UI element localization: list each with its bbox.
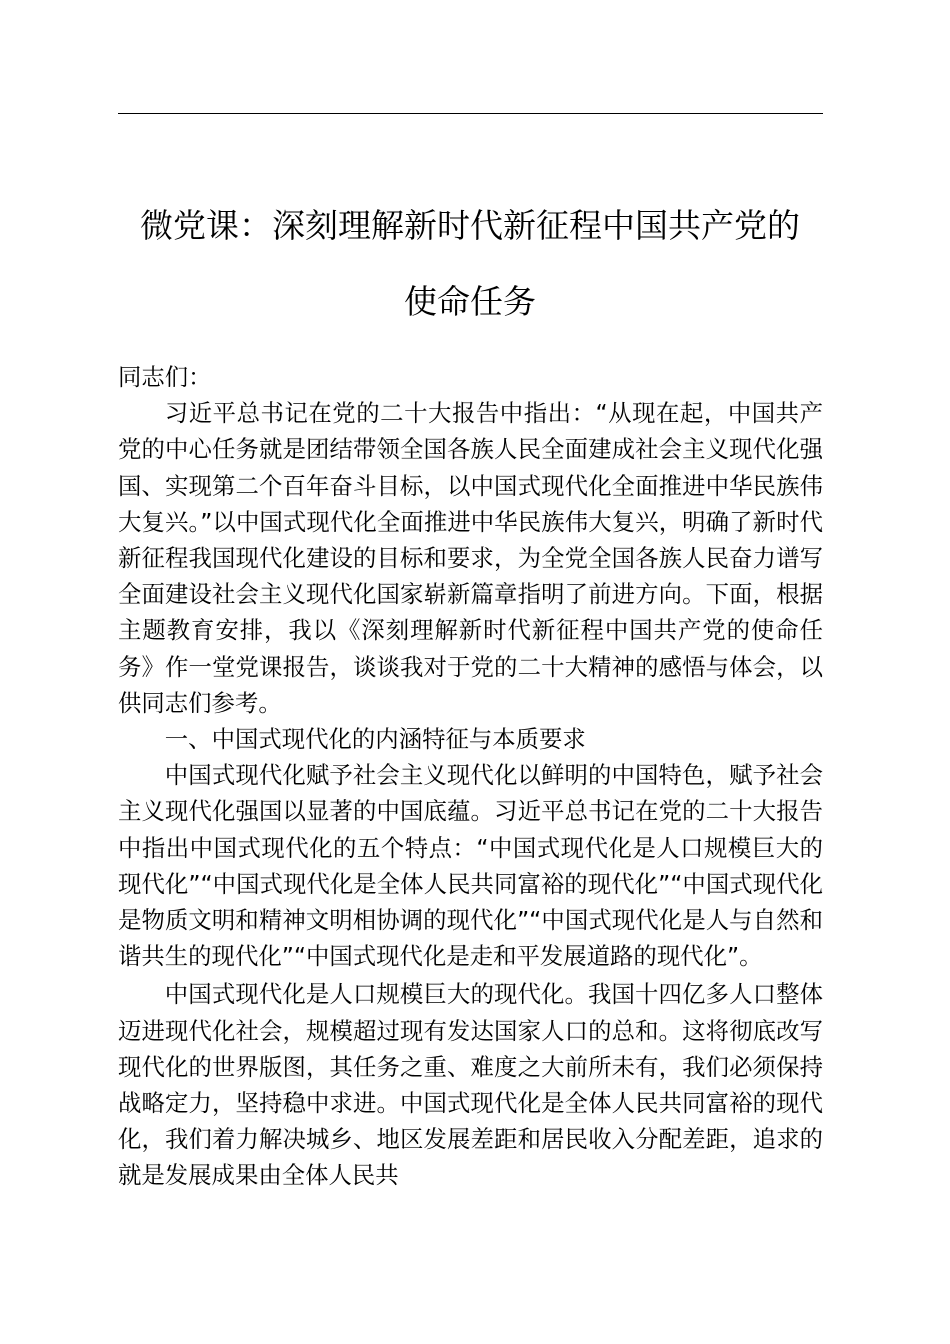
paragraph-population: 中国式现代化是人口规模巨大的现代化。我国十四亿多人口整体迈进现代化社会，规模超过现有发达国家人口的总和。这将彻底改写现代化的世界版图，其任务之重、难度之大前所未有，我们必须保持战略定力，坚持稳中求进。中国式现代化是全体人民共同富裕的现代化，我们着力解决城乡、地区发展差距和居民收入分配差距，追求的就是发展成果由全体人民共 [118,980,823,1190]
title-line-1: 微党课：深刻理解新时代新征程中国共产党的 [140,206,800,245]
paragraph-intro: 习近平总书记在党的二十大报告中指出：“从现在起，中国共产党的中心任务就是团结带领全国各族人民全面建成社会主义现代化强国、实现第二个百年奋斗目标，以中国式现代化全面推进中华民族伟大复兴。”以中国式现代化全面推进中华民族伟大复兴，明确了新时代新征程我国现代化建设的目标和要求，为全党全国各族人民奋力谱写全面建设社会主义现代化国家崭新篇章指明了前进方向。下面，根据主题教育安排，我以《深刻理解新时代新征程中国共产党的使命任务》作一堂党课报告，谈谈我对于党的二十大精神的感悟与体会，以供同志们参考。 [118,399,823,717]
document-body [118,359,823,1194]
document-title [100,188,840,340]
section-heading-1: 一、中国式现代化的内涵特征与本质要求 [164,725,586,754]
title-line-2: 使命任务 [404,282,536,321]
header-rule [118,113,823,114]
salutation: 同志们： [118,363,212,391]
paragraph-features: 中国式现代化赋予社会主义现代化以鲜明的中国特色，赋予社会主义现代化强国以显著的中国底蕴。习近平总书记在党的二十大报告中指出中国式现代化的五个特点：“中国式现代化是人口规模巨大的现代化”“中国式现代化是全体人民共同富裕的现代化”“中国式现代化是物质文明和精神文明相协调的现代化”“中国式现代化是人与自然和谐共生的现代化”“中国式现代化是走和平发展道路的现代化”。 [118,761,823,971]
